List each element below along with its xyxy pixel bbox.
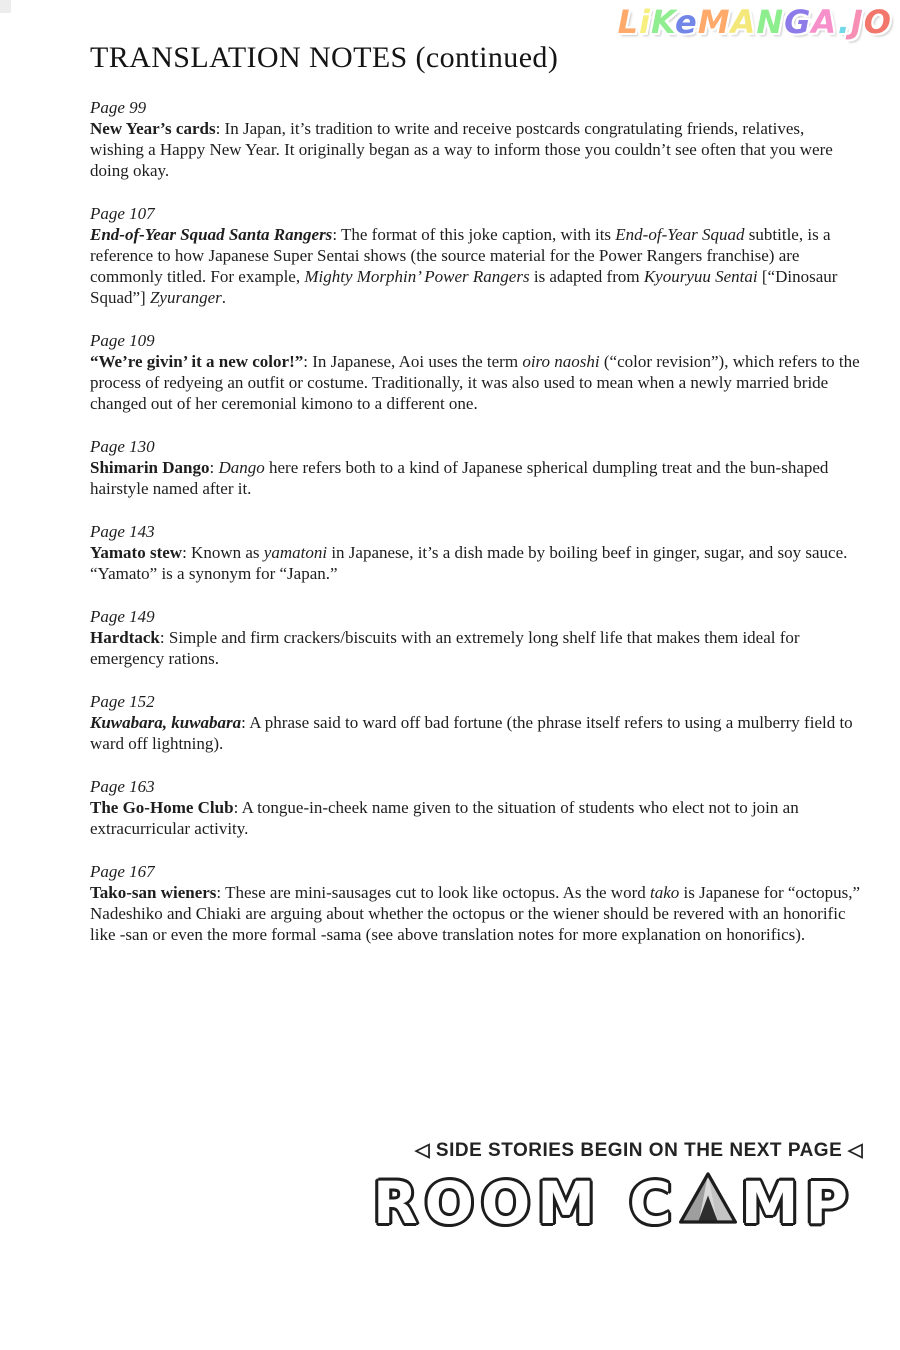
note-page-label: Page 152 (90, 692, 155, 711)
note-section (90, 691, 862, 754)
footer (373, 1139, 864, 1237)
note-body: The Go-Home Club: A tongue-in-cheek name given to the situation of students who elect not to join an extracurricular activity. (90, 798, 799, 838)
note-body: Kuwabara, kuwabara: A phrase said to ward off bad fortune (the phrase itself refers to using a mulberry field to ward off lightning). (90, 713, 853, 753)
note-body: Hardtack: Simple and firm crackers/biscuits with an extremely long shelf life that makes them ideal for emergency rations. (90, 628, 800, 668)
note-body: Shimarin Dango: Dango here refers both to a kind of Japanese spherical dumpling treat and the bun-shaped hairstyle named after it. (90, 458, 829, 498)
room-camp-logo-text-right: MP (740, 1169, 855, 1237)
watermark-letter: e (675, 3, 698, 41)
watermark-letter: G (784, 3, 812, 41)
room-camp-logo (373, 1166, 855, 1237)
watermark-letter: i (639, 3, 651, 41)
watermark-letter: . (837, 3, 851, 41)
note-section (90, 606, 862, 669)
note-section (90, 97, 862, 181)
watermark-letter: K (650, 3, 676, 41)
watermark-letter: L (617, 3, 639, 41)
note-section (90, 203, 862, 308)
watermark-logo (618, 3, 892, 41)
watermark-letter: A (811, 3, 838, 41)
note-body: “We’re givin’ it a new color!”: In Japanese, Aoi uses the term oiro naoshi (“color revision”), which refers to the process of redyeing an outfit or costume. Traditionally, it was also used to mean when a newly married bride changed out of her ceremonial kimono to a different one. (90, 352, 860, 413)
side-stories-banner: ◁ SIDE STORIES BEGIN ON THE NEXT PAGE ◁ (415, 1140, 864, 1161)
watermark-letter: J (850, 3, 864, 41)
notes-list (90, 97, 862, 945)
note-page-label: Page 149 (90, 607, 155, 626)
note-section (90, 776, 862, 839)
watermark-letter: M (697, 3, 731, 41)
note-page-label: Page 130 (90, 437, 155, 456)
watermark-letter: O (863, 3, 892, 41)
note-page-label: Page 107 (90, 204, 155, 223)
note-page-label: Page 109 (90, 331, 155, 350)
room-camp-logo-text-left: ROOM C (373, 1169, 679, 1237)
note-body: New Year’s cards: In Japan, it’s tradition to write and receive postcards congratulating friends, relatives, wishing a Happy New Year. It originally began as a way to inform those you couldn’t see often that you were doing okay. (90, 119, 833, 180)
tent-icon (679, 1167, 737, 1234)
note-section (90, 330, 862, 414)
scan-artifact (0, 0, 11, 13)
note-section (90, 521, 862, 584)
note-body: Tako-san wieners: These are mini-sausages cut to look like octopus. As the word tako is Japanese for “octopus,” Nadeshiko and Chiaki are arguing about whether the octopus or the wiener should be revered with an honorific like -san or even the more formal -sama (see above translation notes for more explanation on honorifics). (90, 883, 861, 944)
note-section (90, 436, 862, 499)
note-page-label: Page 143 (90, 522, 155, 541)
page-title: TRANSLATION NOTES (continued) (90, 41, 559, 74)
watermark-letter: N (756, 3, 785, 41)
note-body: End-of-Year Squad Santa Rangers: The format of this joke caption, with its End-of-Year Squad subtitle, is a reference to how Japanese Super Sentai shows (the source material for the Power Rangers franchise) are commonly titled. For example, Mighty Morphin’ Power Rangers is adapted from Kyouryuu Sentai [“Dinosaur Squad”] Zyuranger. (90, 225, 838, 307)
watermark-letter: A (730, 3, 757, 41)
note-section (90, 861, 862, 945)
note-page-label: Page 99 (90, 98, 147, 117)
note-page-label: Page 167 (90, 862, 155, 881)
note-body: Yamato stew: Known as yamatoni in Japanese, it’s a dish made by boiling beef in ginger, sugar, and soy sauce. “Yamato” is a synonym for “Japan.” (90, 543, 848, 583)
translation-notes-page (90, 40, 862, 967)
note-page-label: Page 163 (90, 777, 155, 796)
